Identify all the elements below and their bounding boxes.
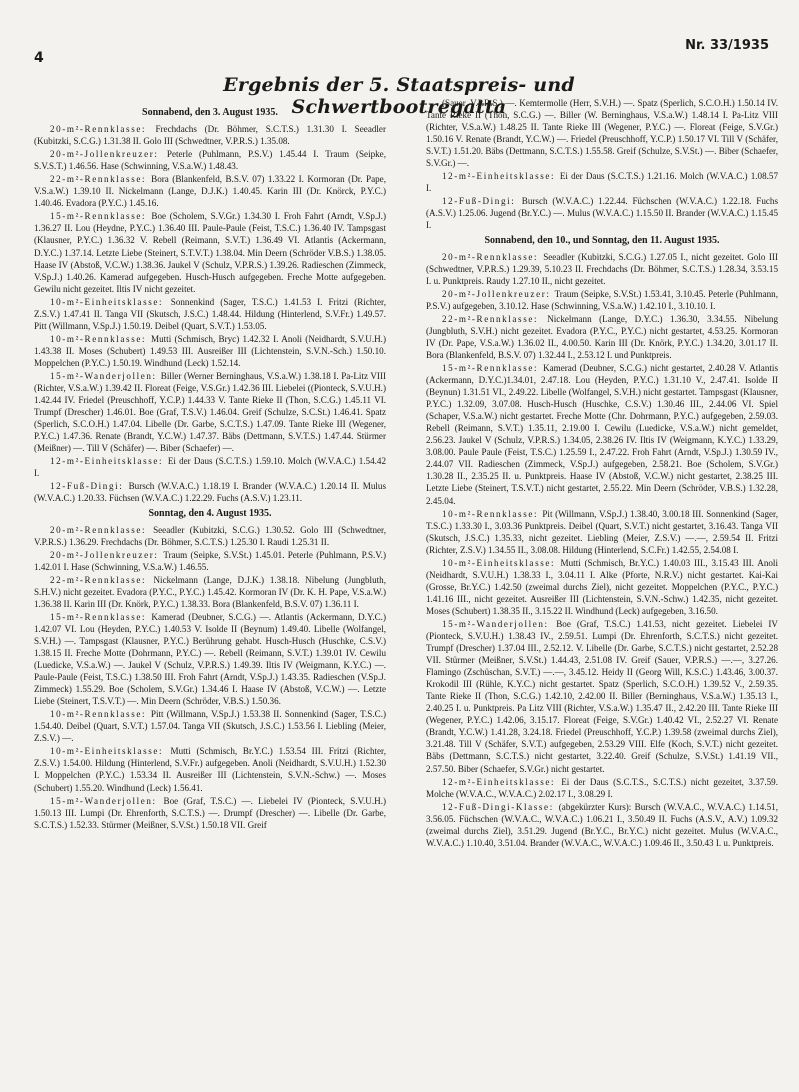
- result-text: Nickelmann (Lange, D.J.K.) 1.38.18. Nibelung (Jungbluth, S.H.V.) nicht gezeitet. Evadora (P.Y.C., P.Y.C.) 1.45.42. Kormoran IV (Dr. K. H. Pape, V.S.a.W.) 1.36.38 II. Karin III (Dr. Knörk, P.Y.C.) 1.38.33. Bora (Blankenfeld, B.S.V. 07) 1.36.11 I.: [34, 574, 386, 609]
- result-text: Boe (Graf, T.S.C.) —. Liebelei IV (Pionteck, S.V.U.H.) 1.50.13 III. Lumpi (Dr. Ehrenforth, S.C.T.S.) —. Drumpf (Drescher) —. Libelle (Dr. Garbe, S.C.T.S.) 1.52.33. Stürmer (Meißner, S.V.St.) 1.50.18 VII. Greif: [34, 795, 386, 830]
- result-paragraph: [34, 370, 386, 454]
- result-paragraph: [426, 557, 778, 617]
- class-name: 15-m²-Rennklasse:: [50, 211, 152, 222]
- result-paragraph: [426, 97, 778, 169]
- result-paragraph: [34, 708, 386, 744]
- result-paragraph: [426, 251, 778, 287]
- result-paragraph: [34, 611, 386, 707]
- result-paragraph: [34, 480, 386, 504]
- day-heading: Sonntag, den 4. August 1935.: [148, 507, 272, 519]
- result-text: Ei der Daus (S.C.T.S.) 1.59.10. Molch (W.V.A.C.) 1.54.42 I.: [34, 456, 386, 479]
- result-text: Seeadler (Kubitzki, S.C.G.) 1.27.05 I., nicht gezeitet. Golo III (Schwedtner, V.P.R.S.) 1.29.39, 5.10.23 II. Frechdachs (Dr. Böhmer, S.C.T.S.) 1.28.34, 3.53.15 I. u. Punktpreis. Raudy 1.27.10 II., nicht gezeitet.: [426, 251, 778, 286]
- result-paragraph: [426, 508, 778, 556]
- class-name: 22-m²-Rennklasse:: [442, 313, 548, 324]
- class-name: 15-m²-Wanderjollen:: [50, 370, 161, 381]
- result-paragraph: [426, 362, 778, 507]
- result-text: Mutti (Schmisch, Br.Y.C.) 1.53.54 III. Fritzi (Richter, Z.S.V.) 1.54.00. Hildung (Hinterlend, S.V.Fr.) aufgegeben. Anoli (Neidhardt, S.V.U.H.) 1.52.30 I. Moppelchen (P.Y.C.) 1.53.34 II. Ausreißer III (Lichtenstein, S.V.N.-Schw.) —. Moses (Schubert) 1.55.20. Windhund (Leck) 1.56.41.: [34, 746, 386, 793]
- page-number: 4: [34, 50, 44, 66]
- class-name: 12-m²-Einheitsklasse:: [442, 776, 562, 787]
- class-name: 15-m²-Wanderjollen:: [442, 618, 557, 629]
- result-paragraph: [34, 455, 386, 479]
- day-heading: Sonnabend, den 10., und Sonntag, den 11. August 1935.: [484, 234, 720, 246]
- result-text: Boe (Graf, T.S.C.) 1.41.53, nicht gezeitet. Liebelei IV (Pionteck, S.V.U.H.) 1.38.43 IV., 2.59.51. Lumpi (Dr. Ehrenforth, S.C.T.S.) nicht gezeitet. Trumpf (Drescher) 1.37.04 III., 2.52.12. V. Libelle (Dr. Garbe, S.C.T.S.) nicht gestartet, 2.52.28 VII. Stürmer (Meißner, S.V.St.) 1.44.43, 2.51.08 IV. Greif (Sauer, V.P.R.S.) —.—, 3.27.26. Flamingo (Zschüschan, S.V.T.) —.—, 3.45.12. Heidy II (Georg Will, K.S.C.) 1.43.46, 3.00.37. Krokodil III (Rühle, K.Y.C.) nicht gestartet. Spatz (Sperlich, S.C.O.H.) 1.39.52 V., 2.59.35. Tante Rieke II (Thon, S.C.G.) 1.42.10, 2.42.00 II. Biller (Berninghaus, V.S.a.W.) 1.35.13 I., 2.40.25 I. u. Punktpreis. Pa Litz VIII (Richter, V.S.a.W.) 1.35.47 II., 2.42.20 III. Tante Rieke III (Wegener, P.Y.C.) 1.42.06, 3.15.17. Floreat (Feige, S.V.Gr.) 1.40.42 VI., 2.52.27 VI. Renate (Brandt, Y.C.W.) 1.41.28, 3.24.18. Friedel (Preuschhoff, Y.C.P.) 1.39.58 (zweimal durchs Ziel), 3.21.48. Till V (Schäfer, S.V.T.) aufgegeben, 2.53.29 VIII. Elfe (Koch, S.V.T.) nicht gezeitet. Bäbs (Dettmann, S.C.T.S.) nicht gestartet, 3.22.40. Greif (Schulze, S.V.St.) 1.41.19 VII., 2.57.50. Biber (Schaefer, S.V.Gr.) nicht gestartet.: [426, 618, 778, 774]
- class-name: 20-m²-Rennklasse:: [50, 124, 156, 135]
- result-text: Kamerad (Deubner, S.C.G.) —. Atlantis (Ackermann, D.Y.C.) 1.42.07 VI. Lou (Heyden, P.Y.C.) 1.40.53 V. Isolde II (Beynum) 1.49.40. Libelle (Wolfangel, S.V.H.) —. Tampsgast (Klausner, P.Y.C.) Berührung gehabt. Husch-Husch (Huschke, C.S.V.) 1.38.15 II. Freche Motte (Dohrmann, P.Y.C.) —. Rebell (Reimann, S.V.T.) 1.39.01 IV. Cewilu (Luedicke, V.S.a.W.) —. Jaukel V (Schulz, V.P.R.S.) 1.49.39. Iltis IV (Weigmann, K.Y.C.) —. Paule-Paule (Feist, T.S.C.) 1.38.50 III. Froh Fahrt (Arndt, V.Sp.J.) 1.43.35. Radieschen (V.Sp.J. Zimmeck) 1.55.29. Boe (Scholem, S.V.Gr.) 1.34.46 I. Haase IV (Abstoß, V.C.W.) —. Letzte Liebe (Steinert, T.S.V.T.) —. Min Deern (Schröder, V.B.S.) 1.50.36.: [34, 611, 386, 707]
- result-text: Bursch (W.V.A.C.) 1.18.19 I. Brander (W.V.A.C.) 1.20.14 II. Mulus (W.V.A.C.) 1.20.33. Füchsen (W.V.A.C.) 1.22.29. Fuchs (A.S.V.) 1.23.11.: [34, 481, 386, 504]
- class-name: 20-m²-Rennklasse:: [50, 524, 154, 535]
- result-text: Ei der Daus (S.C.T.S., S.C.T.S.) nicht gezeitet, 3.37.59. Molche (W.V.A.C., W.V.A.C.) 2.02.17 I., 3.08.29 I.: [426, 776, 778, 799]
- result-paragraph: [426, 801, 778, 849]
- class-name: 10-m²-Rennklasse:: [442, 508, 543, 519]
- class-name: 10-m²-Einheitsklasse:: [50, 296, 171, 307]
- result-text: Nickelmann (Lange, D.Y.C.) 1.36.30, 3.34.55. Nibelung (Jungbluth, S.V.H.) nicht gezeitet. Evadora (P.Y.C., P.Y.C.) nicht gestartet, 4.53.25. Kormoran IV (Dr. Pape, V.S.a.W.) 1.36.02 II., 4.00.50. Karin III (Dr. Knörk, P.Y.C.) 1.34.20, 3.01.17 II. Bora (Blankenfeld, B.S.V. 07) 1.32.44 I., 2.53.12 I. und Punktpreis.: [426, 313, 778, 360]
- result-paragraph: [34, 296, 386, 332]
- result-text: Mutti (Schmisch, Br.Y.C.) 1.40.03 III., 3.15.43 III. Anoli (Neidhardt, S.V.U.H.) 1.38.33 I., 3.04.11 I. Alke (Pforte, N.R.V.) nicht gestartet. Kai-Kai (Grosse, Br.Y.C.) 1.42.50 (zweimal durchs Ziel), nicht gezeitet. Moppelchen (P.Y.C., P.Y.C.) 1.41.16 III., nicht gezeitet. Ausreißer III (Lichtenstein, S.V.N.-Schw.) 1.42.35, nicht gezeitet. Moses (Schubert) 1.38.35 II., 3.15.22 II. Windhund (Leck) aufgegeben, 3.16.50.: [426, 557, 778, 616]
- result-paragraph: [426, 170, 778, 194]
- result-text: Traum (Seipke, S.V.St.) 1.53.41, 3.10.45. Peterle (Puhlmann, P.S.V.) aufgegeben, 3.10.12. Hase (Schwinning, V.S.a.W.) 1.42.10 I., 3.10.10. I.: [426, 288, 778, 311]
- result-text: Frechdachs (Dr. Böhmer, S.C.T.S.) 1.31.30 I. Seeadler (Kubitzki, S.C.G.) 1.31.38 II. Golo III (Schwedtner, V.P.R.S.) 1.35.08.: [34, 124, 386, 147]
- result-text: (abgekürzter Kurs): Bursch (W.V.A.C., W.V.A.C.) 1.14.51, 3.56.05. Füchschen (W.V.A.C., W.V.A.C.) 1.06.21 I., 3.50.49 II. Fuchs (A.S.V., A.V.) 1.09.32 (zweimal durchs Ziel), 3.51.29. Jugend (Br.Y.C., Br.Y.C.) nicht gezeitet. Mulus (W.V.A.C., W.V.A.C.) 1.10.40, 3.51.04. Brander (W.V.A.C., W.V.A.C.) 1.09.46 II., 3.50.43 I. u. Punktpreis.: [426, 801, 778, 848]
- class-name: 20-m²-Jollenkreuzer:: [50, 549, 164, 560]
- result-text: Mutti (Schmisch, Bryc) 1.42.32 I. Anoli (Neidhardt, S.V.U.H.) 1.43.38 II. Moses (Schubert) 1.49.53 III. Ausreißer III (Lichtenstein, S.V.N.-Sch.) 1.50.10. Moppelchen (P.Y.C.) 1.50.19. Windhund (Leck) 1.52.14.: [34, 333, 386, 368]
- result-paragraph: [34, 148, 386, 172]
- article-title: Ergebnis der 5. Staatspreis- und Schwertbootregatta: [223, 74, 575, 118]
- class-name: 12-Fuß-Dingi:: [50, 481, 129, 492]
- issue-number: Nr. 33/1935: [685, 38, 769, 53]
- result-paragraph: [34, 745, 386, 793]
- left-column: [34, 104, 386, 832]
- class-name: 15-m²-Rennklasse:: [50, 611, 152, 622]
- class-name: 12-m²-Einheitsklasse:: [442, 171, 560, 182]
- result-text: Biller (Werner Berninghaus, V.S.a.W.) 1.38.18 I. Pa-Litz VIII (Richter, V.S.a.W.) 1.39.42 II. Floreat (Feige, V.S.Gr.) 1.42.36 III. Liebelei ((Pionteck, S.V.U.H.) 1.42.44 IV. Friedel (Preuschhoff, Y.C.P.) 1.44.33 V. Tante Rieke II (Thon, S.C.G.) 1.45.11 VI. Trumpf (Drescher) 1.46.01. Boe (Graf, T.S.V.) 1.46.04. Greif (Schulze, S.C.St.) 1.46.41. Spatz (Sperlich, S.C.O.H.) 1.47.04. Libelle (Dr. Garbe, S.C.T.S.) 1.47.09. Tante Rieke III (Wegener, P.Y.C.) 1.47.36. Renate (Brandt, Y.C.W.) 1.47.37. Bäbs (Dettmann, S.V.T.S.) 1.47.44. Stürmer (Meißner) —. Till V (Schäfer) —. Biber (Schaefer) —.: [34, 370, 386, 454]
- result-text: Bursch (W.V.A.C.) 1.22.44. Füchschen (W.V.A.C.) 1.22.18. Fuchs (A.S.V.) 1.25.06. Jugend (Br.Y.C.) —. Mulus (W.V.A.C.) 1.15.50 II. Brander (W.V.A.C.) 1.15.45 I.: [426, 196, 779, 231]
- result-text: Bora (Blankenfeld, B.S.V. 07) 1.33.22 I. Kormoran (Dr. Pape, V.S.a.W.) 1.39.10 II. Nickelmann (Lange, D.J.K.) 1.40.45. Karin III (Dr. Knörck, P.Y.C.) 1.40.46. Evadora (P.Y.C.) 1.45.16.: [34, 174, 386, 209]
- result-text: Pit (Willmann, V.Sp.J.) 1.38.40, 3.00.18 III. Sonnenkind (Sager, T.S.C.) 1.33.30 I., 3.03.36 Punktpreis. Deibel (Quart, S.V.T.) nicht gestartet, 3.16.43. Tanga VII (Skutsch, J.S.C.) 1.35.33, nicht gezeitet. Liebling (Meier, Z.S.V.) —.—, 2.59.54 II. Fritzi (Richter, Z.S.V.) 1.34.55 II., 3.08.08. Hildung (Hinterlend, S.C.Fr.) 1.42.55, 2.54.08 I.: [426, 508, 778, 555]
- class-name: 12-Fuß-Dingi-Klasse:: [442, 801, 559, 812]
- result-paragraph: [34, 795, 386, 831]
- result-paragraph: [34, 574, 386, 610]
- result-text: Ei der Daus (S.C.T.S.) 1.21.16. Molch (W.V.A.C.) 1.08.57 I.: [426, 171, 778, 194]
- result-text: Boe (Scholem, S.V.Gr.) 1.34.30 I. Froh Fahrt (Arndt, V.Sp.J.) 1.36.27 II. Lou (Heydne, P.Y.C.) 1.36.40 III. Paule-Paule (Feist, T.S.C.) 1.36.40 IV. Tampsgast (Klausner, P.Y.C.) 1.36.32 V. Rebell (Reimann, S.V.T.) 1.36.49 VI. Atlantis (Ackermann, D.Y.C.) 1.37.14. Letzte Liebe (Steinert, S.T.V.T.) 1.38.04. Min Deern (Schröder V.B.S.) 1.38.05. Haase IV (Abstoß, V.C.W.) 1.38.36. Jaukel V (Schulz, V.P.R.S.) 1.39.26. Radieschen (Zimmeck, V.Sp.J.) 1.40.26. Kamerad aufgegeben. Husch-Husch aufgegeben. Freche Motte aufgegeben. Gewilu nicht gezeitet. Iltis IV nicht gezeitet.: [34, 211, 386, 294]
- result-paragraph: [34, 524, 386, 548]
- result-text: Seeadler (Kubitzki, S.C.G.) 1.30.52. Golo III (Schwedtner, V.P.R.S.) 1.36.29. Frechdachs (Dr. Böhmer, S.C.T.S.) 1.25.30 I. Raudi 1.25.31 II.: [34, 524, 386, 547]
- result-paragraph: [34, 173, 386, 209]
- result-text: Sonnenkind (Sager, T.S.C.) 1.41.53 I. Fritzi (Richter, Z.S.V.) 1.47.41 II. Tanga VII (Skutsch, J.S.C.) 1.48.44. Hildung (Hinterlend, S.V.Fr.) 1.49.57. Pitt (Willmann, V.Sp.J.) 1.50.19. Deibel (Quart, S.V.T.) 1.53.05.: [34, 296, 386, 331]
- class-name: 10-m²-Einheitsklasse:: [442, 557, 561, 568]
- result-paragraph: [426, 776, 778, 800]
- class-name: 20-m²-Jollenkreuzer:: [50, 149, 167, 160]
- class-name: 10-m²-Rennklasse:: [50, 709, 151, 720]
- class-name: 20-m²-Jollenkreuzer:: [442, 288, 555, 299]
- result-text: Peterle (Puhlmann, P.S.V.) 1.45.44 I. Traum (Seipke, S.V.S.T.) 1.46.56. Hase (Schwinning, V.S.a.W.) 1.48.43.: [34, 149, 386, 172]
- class-name: 12-Fuß-Dingi:: [442, 196, 522, 207]
- result-paragraph: [34, 549, 386, 573]
- day-heading: Sonnabend, den 3. August 1935.: [142, 107, 278, 118]
- class-name: 10-m²-Rennklasse:: [50, 333, 152, 344]
- result-text: Traum (Seipke, S.V.St.) 1.45.01. Peterle (Puhlmann, P.S.V.) 1.42.01 I. Hase (Schwinning, V.S.a.W.) 1.46.55.: [34, 549, 386, 572]
- class-name: 22-m²-Rennklasse:: [50, 574, 154, 585]
- class-name: 10-m²-Einheitsklasse:: [50, 746, 171, 757]
- class-name: 15-m²-Rennklasse:: [442, 362, 544, 373]
- right-column: [426, 97, 778, 850]
- result-paragraph: [34, 123, 386, 147]
- result-paragraph: [426, 618, 778, 775]
- class-name: 15-m²-Wanderjollen:: [50, 795, 164, 806]
- class-name: 20-m²-Rennklasse:: [442, 251, 544, 262]
- result-paragraph: [426, 195, 778, 231]
- result-paragraph: [426, 313, 778, 361]
- class-name: 12-m²-Einheitsklasse:: [50, 456, 168, 467]
- result-paragraph: [426, 288, 778, 312]
- class-name: 22-m²-Rennklasse:: [50, 174, 152, 185]
- result-paragraph: [34, 333, 386, 369]
- result-text: Kamerad (Deubner, S.C.G.) nicht gestartet, 2.40.28 V. Atlantis (Ackermann, D.Y.C.)1.34.01, 2.47.18. Lou (Heyden, P.Y.C.) 1.31.10 V., 2.47.41. Isolde II (Beynun) 1.31.51 VI., 2.49.22. Libelle (Wolfangel, S.V.H.) nicht gestartet. Tampsgast (Klausner, P.Y.C.) 1.32.09, 3.07.08. Husch-Husch (Huschke, C.S.V.) 1.30.46 III., 2.44.06 VI. Spiel (Schaper, V.S.a.W.) nicht gestartet. Freche Motte (Chr. Dohrmann, P.Y.C.) aufgegeben, 2.59.03. Rebell (Reimann, S.V.T.) 1.35.11, 2.19.00 I. Cewilu (Luedicke, V.S.a.W.) nicht gemeldet, 2.56.23. Jaukel V (Schulz, V.P.R.S.) 1.34.05, 2.38.26 IV. Iltis IV (Weigmann, K.Y.C.) 1.33.29, 3.08.00. Paule Paule (Feist, T.S.C.) 1.25.59 I., 2.47.22. Froh Fahrt (Arndt, V.Sp.J.) 1.30.59 IV., 2.44.07 VII. Radieschen (Zimmeck, V.Sp.J.) aufgegeben, 2.58.21. Boe (Scholem, S.V.Gr.) 1.30.28 II., 2.35.25 II. u. Punktpreis. Haase IV (Abstoß, V.C.W.) nicht gestartet, 2.38.25 III. Letzte Liebe (Steinert, T.S.V.T.) nicht gestartet, 2.55.22. Min Deern (Schröder, V.B.S.) 1.32.28, 2.45.04.: [426, 362, 778, 506]
- result-paragraph: [34, 210, 386, 294]
- result-text: Pitt (Willmann, V.Sp.J.) 1.53.38 II. Sonnenkind (Sager, T.S.C.) 1.54.40. Deibel (Quart, S.V.T.) 1.57.04. Tanga VII (Skutsch, J.S.C.) 1.53.56 I. Liebling (Meier, Z.S.V.) —.: [34, 709, 386, 744]
- result-text: (Sauer, V.P.R.S.) —. Kemtermolle (Herr, S.V.H.) —. Spatz (Sperlich, S.C.O.H.) 1.50.14 IV. Tante Rieke II (Thon, S.C.G.) —. Biller (W. Berninghaus, V.S.a.W.) 1.48.14 I. Pa-Litz VIII (Richter, V.S.a.W.) 1.48.25 II. Tante Rieke III (Wegener, P.Y.C.) —. Floreat (Feige, S.V.Gr.) 1.50.16 V. Renate (Brandt, Y.C.W.) —. Friedel (Preuschhoff, Y.C.P.) 1.50.17 VI. Till V (Schäfer, S.V.T.) 1.51.20. Bäbs (Dettmann, S.C.T.S.) 1.55.58. Greif (Schulze, S.V.St.) —. Biber (Schaefer, S.V.Gr.) —.: [426, 98, 778, 169]
